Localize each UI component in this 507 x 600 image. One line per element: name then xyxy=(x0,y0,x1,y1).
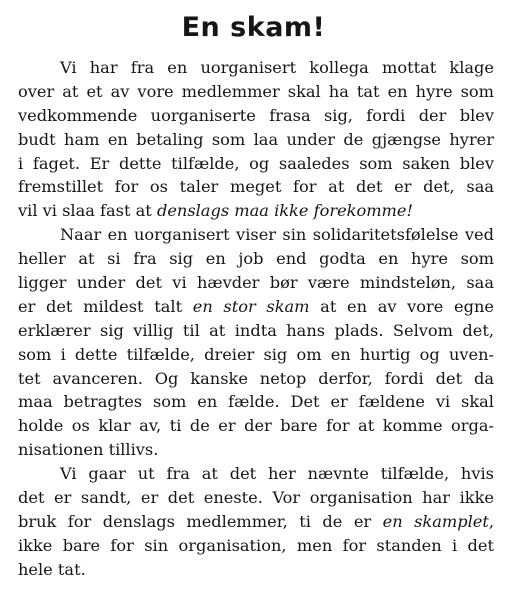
text-line: erklærer sig villig til at indta hans plads. Selvom det, xyxy=(18,320,494,340)
text-line: tet avanceren. Og kanske netop derfor, fordi det da xyxy=(18,368,494,388)
text-line: heller at si fra sig en job end godta en hyre som xyxy=(18,249,494,269)
text-line: er det mildest talt en stor skam at en av vore egne xyxy=(18,296,494,316)
text-line: vedkommende uorganiserte frasa sig, fordi der blev xyxy=(18,105,494,125)
emphasis: en stor skam xyxy=(192,296,310,316)
text-line: hele tat. xyxy=(18,559,86,579)
text-line: fremstillet for os taler meget for at det er det, saa xyxy=(18,177,494,197)
text-line: det er sandt, er det eneste. Vor organisation har ikke xyxy=(18,488,494,508)
text-line: i faget. Er dette tilfælde, og saaledes som saken blev xyxy=(18,153,494,173)
text-line: over at et av vore medlemmer skal ha tat en hyre som xyxy=(18,81,494,101)
text-line: maa betragtes som en fælde. Det er fældene vi skal xyxy=(18,392,494,412)
emphasis: denslags maa ikke forekomme! xyxy=(156,201,413,221)
text-line: nisationen tillivs. xyxy=(18,440,159,460)
text-line: ikke bare for sin organisation, men for standen i det xyxy=(18,535,494,555)
text-line: budt ham en betaling som laa under de gjængse hyrer xyxy=(18,129,494,149)
article-title: En skam! xyxy=(181,12,326,43)
emphasis: en skamplet xyxy=(382,511,489,531)
text-line: Naar en uorganisert viser sin solidaritetsfølelse ved xyxy=(60,225,494,245)
text-line: som i dette tilfælde, dreier sig om en hurtig og uven- xyxy=(18,344,494,364)
text-line: Vi har fra en uorganisert kollega mottat klage xyxy=(60,58,494,77)
text-line: ligger under det vi hævder bør være mindsteløn, saa xyxy=(18,273,494,293)
text-line: bruk for denslags medlemmer, ti de er en skamplet, xyxy=(18,511,494,531)
article-body xyxy=(18,56,494,582)
text-line: Vi gaar ut fra at det her nævnte tilfælde, hvis xyxy=(60,464,494,484)
text-line: vil vi slaa fast at denslags maa ikke forekomme! xyxy=(18,201,413,221)
text-line: holde os klar av, ti de er der bare for at komme orga- xyxy=(18,416,494,436)
